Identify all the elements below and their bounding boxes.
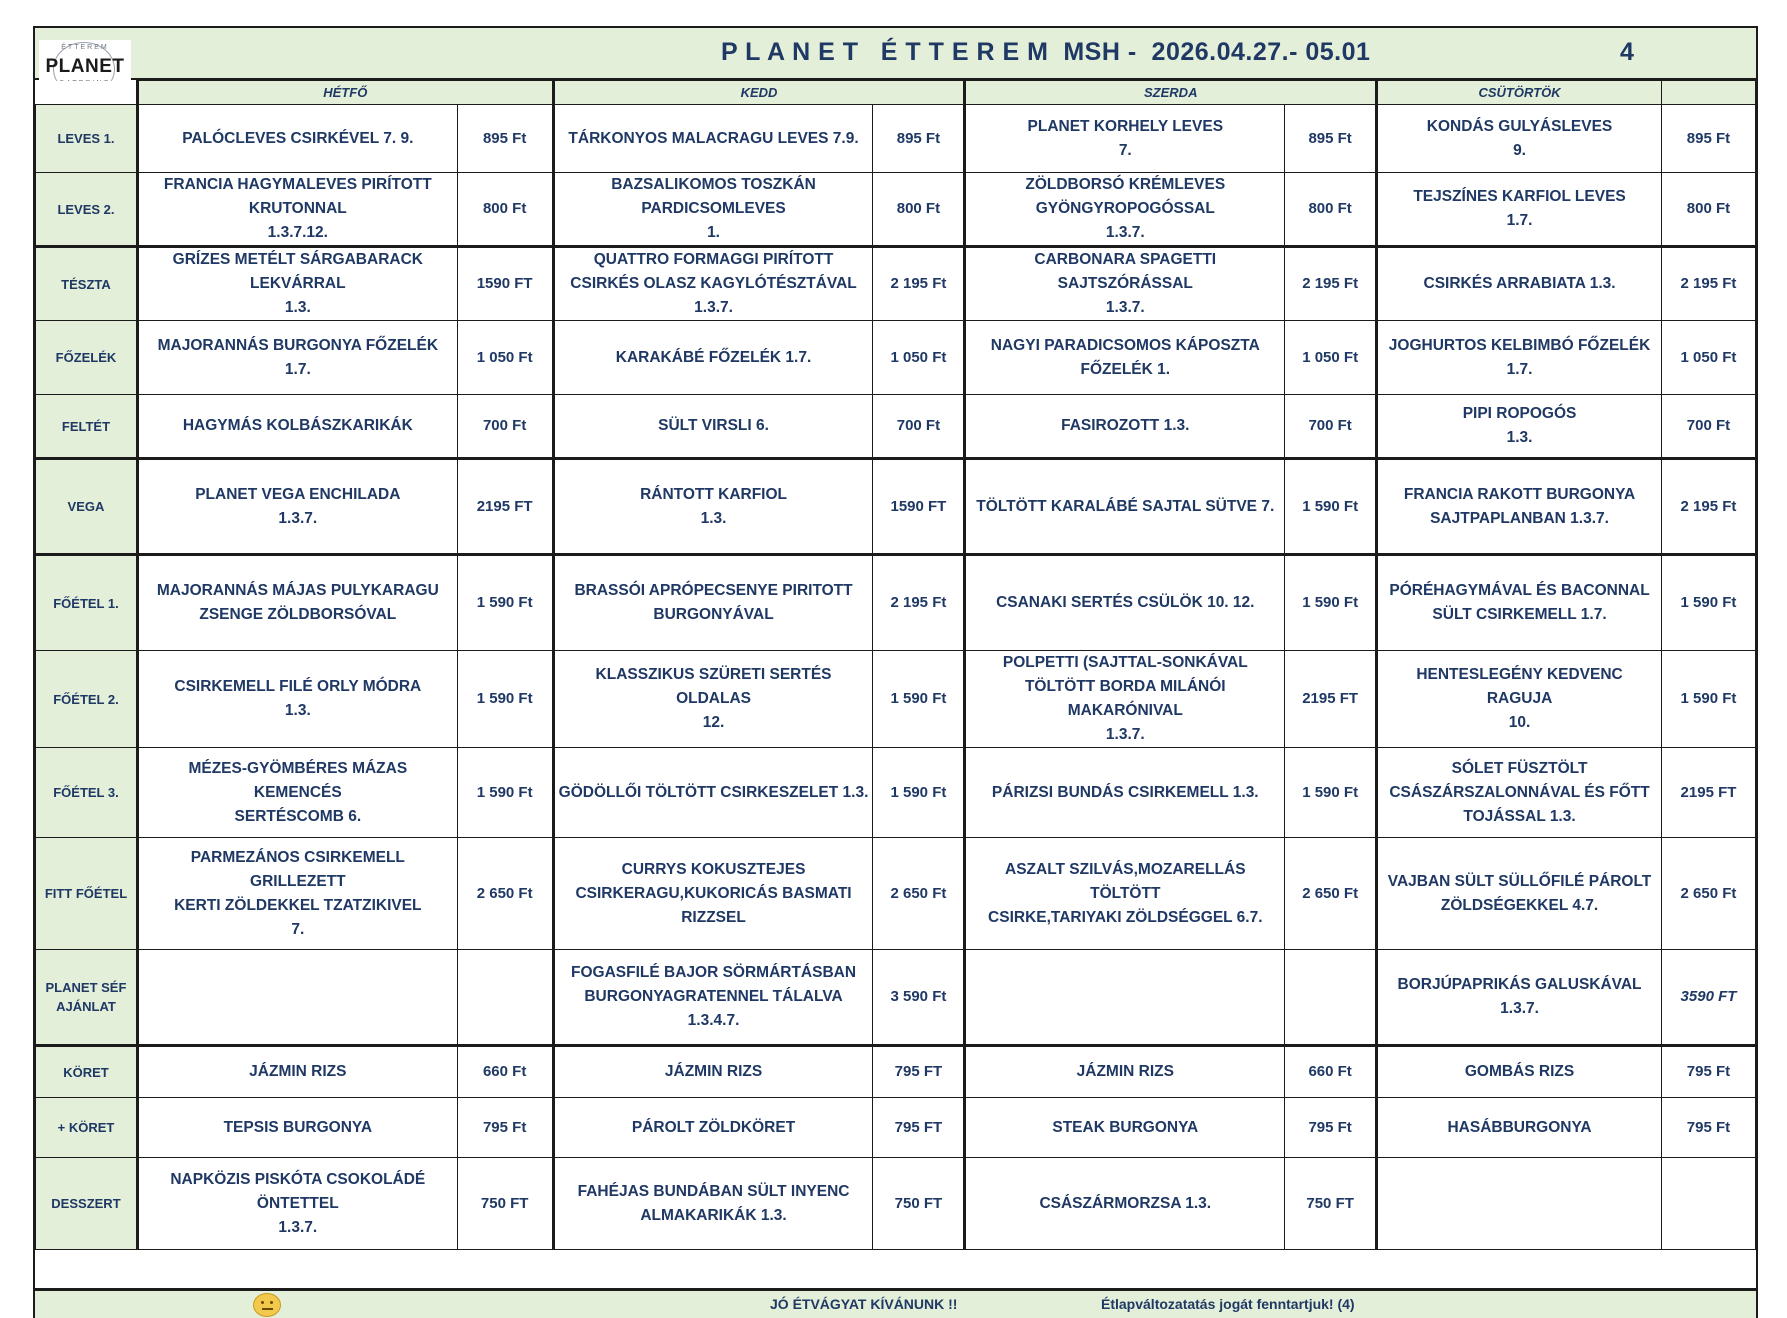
dish-monday bbox=[137, 247, 457, 321]
dish-name-line: 7. bbox=[291, 920, 305, 938]
price-monday: 1 590 Ft bbox=[457, 748, 553, 838]
category-label bbox=[36, 1098, 138, 1158]
price-thursday bbox=[1661, 1158, 1755, 1250]
price-wednesday: 895 Ft bbox=[1285, 105, 1377, 173]
category-label bbox=[36, 395, 138, 459]
price-monday: 1590 FT bbox=[457, 247, 553, 321]
category-label-line: FITT FŐÉTEL bbox=[44, 886, 128, 901]
dish-wednesday bbox=[965, 321, 1285, 395]
price-wednesday: 1 590 Ft bbox=[1285, 555, 1377, 651]
menu-row bbox=[36, 555, 1756, 651]
dish-name-line: 12. bbox=[702, 714, 725, 731]
dish-name-line: PARMEZÁNOS CSIRKEMELL GRILLEZETT bbox=[190, 848, 405, 890]
category-label-line: FELTÉT bbox=[61, 418, 111, 434]
price-monday bbox=[457, 950, 553, 1046]
menu-row bbox=[36, 1098, 1756, 1158]
smiley-icon bbox=[253, 1293, 281, 1317]
dish-name-line: GOMBÁS RIZS bbox=[1464, 1063, 1575, 1080]
dish-name-line: JÁZMIN RIZS bbox=[1076, 1063, 1174, 1080]
dish-name-line: 7. bbox=[1118, 141, 1132, 159]
dish-name-line: LEKVÁRRAL bbox=[250, 275, 346, 292]
dish-tuesday bbox=[553, 1046, 873, 1098]
dish-tuesday bbox=[553, 555, 873, 651]
dish-name-line: TOJÁSSAL 1.3. bbox=[1463, 807, 1576, 825]
price-thursday: 2 195 Ft bbox=[1661, 247, 1755, 321]
dish-name-line: 1.3. bbox=[284, 299, 311, 316]
price-thursday: 2 195 Ft bbox=[1661, 459, 1755, 555]
category-label-line: AJÁNLAT bbox=[56, 999, 116, 1014]
dish-name-line: TÖLTÖTT BORDA MILÁNÓI bbox=[1024, 678, 1226, 695]
dish-name-line: SERTÉSCOMB 6. bbox=[234, 807, 362, 825]
day-header-price bbox=[1661, 81, 1755, 105]
dish-wednesday bbox=[965, 950, 1285, 1046]
dish-name-line: SÜLT VIRSLI 6. bbox=[658, 417, 769, 434]
dish-tuesday bbox=[553, 1098, 873, 1158]
dish-tuesday bbox=[553, 1158, 873, 1250]
category-label-line: PLANET SÉF bbox=[45, 980, 127, 995]
dish-thursday bbox=[1377, 950, 1662, 1046]
dish-name-line: PARDICSOMLEVES bbox=[641, 200, 786, 217]
dish-thursday bbox=[1377, 555, 1662, 651]
dish-name-line: KRUTONNAL bbox=[248, 200, 347, 217]
dish-name-line: CSÁSZÁRMORZSA 1.3. bbox=[1039, 1194, 1212, 1212]
dish-name-line: JÁZMIN RIZS bbox=[664, 1063, 763, 1080]
price-wednesday: 795 Ft bbox=[1285, 1098, 1377, 1158]
dish-name-line: GYÖNGYROPOGÓSSAL bbox=[1035, 200, 1215, 217]
category-label bbox=[36, 105, 138, 173]
price-wednesday: 1 050 Ft bbox=[1285, 321, 1377, 395]
dish-tuesday bbox=[553, 321, 873, 395]
dish-name-line: TEPSIS BURGONYA bbox=[223, 1118, 373, 1136]
dish-name-line: QUATTRO FORMAGGI PIRÍTOTT bbox=[593, 251, 834, 268]
dish-thursday bbox=[1377, 247, 1662, 321]
dish-name-line: CSÁSZÁRSZALONNÁVAL ÉS FŐTT bbox=[1389, 783, 1650, 801]
dish-name-line: NAPKÖZIS PISKÓTA CSOKOLÁDÉ bbox=[170, 1170, 426, 1188]
category-label-line: TÉSZTA bbox=[61, 276, 111, 292]
dish-name-line: HASÁBBURGONYA bbox=[1447, 1118, 1592, 1136]
dish-name-line: VAJBAN SÜLT SÜLLŐFILÉ PÁROLT bbox=[1387, 872, 1652, 890]
price-thursday: 795 Ft bbox=[1661, 1098, 1755, 1158]
dish-name-line: ÖNTETTEL bbox=[256, 1194, 339, 1212]
category-label bbox=[36, 173, 138, 247]
dish-name-line: FASIROZOTT 1.3. bbox=[1061, 417, 1190, 434]
price-thursday: 1 590 Ft bbox=[1661, 555, 1755, 651]
dish-name-line: 1.3. bbox=[700, 509, 727, 527]
dish-name-line: 1.3.7. bbox=[1105, 726, 1145, 743]
dish-name-line: HAGYMÁS KOLBÁSZKARIKÁK bbox=[182, 417, 413, 434]
dish-name-line: JOGHURTOS KELBIMBÓ FŐZELÉK bbox=[1388, 336, 1651, 354]
dish-name-line: 1. bbox=[707, 224, 720, 241]
dish-name-line: FRANCIA HAGYMALEVES PIRÍTOTT bbox=[163, 176, 432, 193]
dish-name-line: CSIRKÉS ARRABIATA 1.3. bbox=[1423, 275, 1616, 292]
dish-name-line: BORJÚPAPRIKÁS GALUSKÁVAL bbox=[1397, 976, 1642, 993]
dish-name-line: PÁRIZSI BUNDÁS CSIRKEMELL 1.3. bbox=[991, 783, 1259, 801]
price-tuesday: 800 Ft bbox=[873, 173, 965, 247]
dish-name-line: 1.7. bbox=[284, 360, 311, 378]
dish-thursday bbox=[1377, 748, 1662, 838]
dish-thursday bbox=[1377, 395, 1662, 459]
category-label-line: LEVES 1. bbox=[57, 131, 115, 146]
footer-greeting: JÓ ÉTVÁGYAT KÍVÁNUNK !! bbox=[770, 1296, 958, 1312]
dish-name-line: KONDÁS GULYÁSLEVES bbox=[1426, 117, 1613, 135]
dish-name-line: SÜLT CSIRKEMELL 1.7. bbox=[1432, 606, 1607, 623]
dish-wednesday bbox=[965, 395, 1285, 459]
dish-monday bbox=[137, 1098, 457, 1158]
dish-name-line: POLPETTI (SAJTTAL-SONKÁVAL bbox=[1002, 654, 1248, 671]
price-wednesday: 800 Ft bbox=[1285, 173, 1377, 247]
dish-name-line: 1.3.4.7. bbox=[687, 1012, 740, 1029]
dish-name-line: SAJTPAPLANBAN 1.3.7. bbox=[1430, 509, 1609, 527]
dish-thursday bbox=[1377, 105, 1662, 173]
dish-name-line: BRASSÓI APRÓPECSENYE PIRITOTT bbox=[574, 582, 853, 599]
category-label bbox=[36, 1046, 138, 1098]
dish-name-line: JÁZMIN RIZS bbox=[249, 1063, 347, 1080]
dish-name-line: PÓRÉHAGYMÁVAL ÉS BACONNAL bbox=[1389, 582, 1650, 599]
dish-wednesday bbox=[965, 1098, 1285, 1158]
logo-top-text: ÉTTEREM bbox=[61, 44, 109, 51]
price-monday: 1 590 Ft bbox=[457, 651, 553, 748]
category-label bbox=[36, 651, 138, 748]
dish-name-line: GRÍZES METÉLT SÁRGABARACK bbox=[172, 251, 423, 268]
menu-row bbox=[36, 173, 1756, 247]
price-tuesday: 2 195 Ft bbox=[873, 555, 965, 651]
dish-name-line: NAGYI PARADICSOMOS KÁPOSZTA bbox=[990, 336, 1260, 354]
price-tuesday: 700 Ft bbox=[873, 395, 965, 459]
dish-name-line: FŐZELÉK 1. bbox=[1080, 360, 1171, 378]
price-monday: 795 Ft bbox=[457, 1098, 553, 1158]
dish-name-line: KARAKÁBÉ FŐZELÉK 1.7. bbox=[615, 348, 812, 366]
dish-thursday bbox=[1377, 459, 1662, 555]
dish-name-line: 1.3.7. bbox=[694, 299, 733, 316]
price-monday: 750 FT bbox=[457, 1158, 553, 1250]
dish-name-line: TEJSZÍNES KARFIOL LEVES bbox=[1413, 188, 1626, 205]
dish-wednesday bbox=[965, 555, 1285, 651]
menu-row bbox=[36, 1158, 1756, 1250]
price-tuesday: 2 650 Ft bbox=[873, 838, 965, 950]
dish-name-line: FOGASFILÉ BAJOR SÖRMÁRTÁSBAN bbox=[571, 964, 857, 981]
dish-name-line: PÁROLT ZÖLDKÖRET bbox=[631, 1118, 796, 1136]
page-number: 4 bbox=[1620, 38, 1634, 66]
price-monday: 895 Ft bbox=[457, 105, 553, 173]
dish-name-line: TÖLTÖTT KARALÁBÉ SAJTAL SÜTVE 7. bbox=[976, 497, 1275, 515]
dish-name-line: HENTESLEGÉNY KEDVENC RAGUJA bbox=[1416, 666, 1623, 707]
category-label-line: FŐZELÉK bbox=[55, 350, 117, 365]
dish-wednesday bbox=[965, 105, 1285, 173]
dish-name-line: CSIRKÉS OLASZ KAGYLÓTÉSZTÁVAL bbox=[570, 275, 857, 292]
dish-name-line: BAZSALIKOMOS TOSZKÁN bbox=[611, 176, 816, 193]
menu-sheet bbox=[33, 26, 1758, 1318]
menu-header bbox=[35, 28, 1756, 80]
category-label-line: + KÖRET bbox=[57, 1120, 115, 1135]
dish-name-line: CSIRKE,TARIYAKI ZÖLDSÉGGEL 6.7. bbox=[988, 908, 1263, 926]
dish-tuesday bbox=[553, 247, 873, 321]
dish-name-line: 1.3.7. bbox=[1105, 299, 1145, 316]
day-header-row bbox=[36, 81, 1756, 105]
price-monday: 660 Ft bbox=[457, 1046, 553, 1098]
day-header-tuesday: KEDD bbox=[553, 81, 965, 105]
price-tuesday: 3 590 Ft bbox=[873, 950, 965, 1046]
price-wednesday: 2 195 Ft bbox=[1285, 247, 1377, 321]
menu-row bbox=[36, 950, 1756, 1046]
dish-tuesday bbox=[553, 950, 873, 1046]
dish-wednesday bbox=[965, 1158, 1285, 1250]
dish-name-line: ZÖLDBORSÓ KRÉMLEVES bbox=[1025, 176, 1226, 193]
dish-name-line: 1.7. bbox=[1506, 212, 1533, 229]
price-thursday: 1 590 Ft bbox=[1661, 651, 1755, 748]
day-header-thursday: CSÜTÖRTÖK bbox=[1377, 81, 1662, 105]
price-thursday: 895 Ft bbox=[1661, 105, 1755, 173]
dish-name-line: PIPI ROPOGÓS bbox=[1462, 405, 1577, 422]
dish-tuesday bbox=[553, 395, 873, 459]
price-thursday: 2 650 Ft bbox=[1661, 838, 1755, 950]
dish-wednesday bbox=[965, 748, 1285, 838]
dish-wednesday bbox=[965, 459, 1285, 555]
dish-name-line: PLANET KORHELY LEVES bbox=[1027, 117, 1224, 135]
corner-cell bbox=[36, 81, 138, 105]
dish-thursday bbox=[1377, 1098, 1662, 1158]
logo-name: PLANET bbox=[45, 56, 125, 77]
menu-title: P L A N E T É T T E R E M MSH - 2026.04.27.- 05.01 bbox=[721, 38, 1371, 66]
footer-note: Étlapváltozatatás jogát fenntartjuk! (4) bbox=[1101, 1296, 1355, 1312]
dish-name-line: CURRYS KOKUSZTEJES bbox=[621, 860, 806, 878]
dish-monday bbox=[137, 555, 457, 651]
menu-row bbox=[36, 1046, 1756, 1098]
dish-tuesday bbox=[553, 459, 873, 555]
price-wednesday: 2195 FT bbox=[1285, 651, 1377, 748]
dish-name-line: 1.3.7.12. bbox=[267, 224, 328, 241]
category-label bbox=[36, 247, 138, 321]
category-label-line: FŐÉTEL 2. bbox=[53, 691, 119, 707]
price-tuesday: 1 590 Ft bbox=[873, 748, 965, 838]
dish-name-line: 1.3.7. bbox=[1105, 224, 1145, 241]
category-label bbox=[36, 838, 138, 950]
price-monday: 800 Ft bbox=[457, 173, 553, 247]
dish-monday bbox=[137, 1046, 457, 1098]
menu-row bbox=[36, 459, 1756, 555]
price-thursday: 2195 FT bbox=[1661, 748, 1755, 838]
price-thursday: 800 Ft bbox=[1661, 173, 1755, 247]
price-tuesday: 750 FT bbox=[873, 1158, 965, 1250]
price-tuesday: 1 050 Ft bbox=[873, 321, 965, 395]
dish-name-line: SÓLET FÜSZTÖLT bbox=[1451, 759, 1588, 777]
category-label bbox=[36, 555, 138, 651]
price-thursday: 795 Ft bbox=[1661, 1046, 1755, 1098]
dish-monday bbox=[137, 1158, 457, 1250]
dish-name-line: TÁRKONYOS MALACRAGU LEVES 7.9. bbox=[568, 129, 859, 147]
dish-thursday bbox=[1377, 838, 1662, 950]
dish-name-line: BURGONYAGRATENNEL TÁLALVA bbox=[584, 988, 843, 1005]
price-thursday: 1 050 Ft bbox=[1661, 321, 1755, 395]
dish-wednesday bbox=[965, 247, 1285, 321]
menu-row bbox=[36, 247, 1756, 321]
dish-name-line: 1.3.7. bbox=[278, 1218, 318, 1236]
price-monday: 700 Ft bbox=[457, 395, 553, 459]
price-monday: 2 650 Ft bbox=[457, 838, 553, 950]
price-monday: 2195 FT bbox=[457, 459, 553, 555]
category-label bbox=[36, 748, 138, 838]
dish-name-line: CSIRKERAGU,KUKORICÁS BASMATI bbox=[575, 884, 852, 902]
category-label-line: DESSZERT bbox=[51, 1196, 121, 1211]
dish-thursday bbox=[1377, 173, 1662, 247]
dish-tuesday bbox=[553, 173, 873, 247]
dish-monday bbox=[137, 651, 457, 748]
dish-name-line: RÁNTOTT KARFIOL bbox=[640, 485, 788, 503]
dish-name-line: CSANAKI SERTÉS CSÜLÖK 10. 12. bbox=[996, 594, 1255, 611]
category-label-line: FŐÉTEL 3. bbox=[53, 785, 119, 800]
dish-name-line: FAHÉJAS BUNDÁBAN SÜLT INYENC bbox=[577, 1182, 850, 1200]
price-thursday: 3590 FT bbox=[1661, 950, 1755, 1046]
dish-tuesday bbox=[553, 838, 873, 950]
day-header-monday: HÉTFŐ bbox=[137, 81, 553, 105]
price-wednesday: 1 590 Ft bbox=[1285, 748, 1377, 838]
dish-monday bbox=[137, 748, 457, 838]
price-wednesday: 1 590 Ft bbox=[1285, 459, 1377, 555]
menu-row bbox=[36, 105, 1756, 173]
menu-row bbox=[36, 651, 1756, 748]
dish-monday bbox=[137, 321, 457, 395]
dish-name-line: 1.3. bbox=[284, 702, 311, 719]
dish-name-line: 1.7. bbox=[1506, 360, 1533, 378]
price-tuesday: 795 FT bbox=[873, 1046, 965, 1098]
dish-monday bbox=[137, 395, 457, 459]
dish-name-line: KLASSZIKUS SZÜRETI SERTÉS OLDALAS bbox=[595, 666, 832, 707]
dish-name-line: KERTI ZÖLDEKKEL TZATZIKIVEL bbox=[174, 896, 422, 914]
price-tuesday: 795 FT bbox=[873, 1098, 965, 1158]
dish-monday bbox=[137, 950, 457, 1046]
dish-name-line: ASZALT SZILVÁS,MOZARELLÁS TÖLTÖTT bbox=[1005, 860, 1246, 902]
dish-name-line: 10. bbox=[1508, 714, 1531, 731]
dish-name-line: MAJORANNÁS MÁJAS PULYKARAGU bbox=[156, 582, 439, 599]
category-label bbox=[36, 459, 138, 555]
category-label-line: LEVES 2. bbox=[57, 201, 115, 217]
dish-name-line: RIZZSEL bbox=[681, 908, 746, 926]
dish-name-line: ZSENGE ZÖLDBORSÓVAL bbox=[199, 606, 397, 623]
dish-name-line: MAKARÓNIVAL bbox=[1067, 702, 1183, 719]
dish-name-line: GÖDÖLLŐI TÖLTÖTT CSIRKESZELET 1.3. bbox=[558, 783, 869, 801]
price-wednesday: 700 Ft bbox=[1285, 395, 1377, 459]
dish-tuesday bbox=[553, 105, 873, 173]
menu-body bbox=[36, 105, 1756, 1250]
dish-wednesday bbox=[965, 1046, 1285, 1098]
price-monday: 1 590 Ft bbox=[457, 555, 553, 651]
price-wednesday bbox=[1285, 950, 1377, 1046]
menu-row bbox=[36, 395, 1756, 459]
price-wednesday: 660 Ft bbox=[1285, 1046, 1377, 1098]
dish-monday bbox=[137, 105, 457, 173]
dish-wednesday bbox=[965, 651, 1285, 748]
dish-monday bbox=[137, 459, 457, 555]
dish-monday bbox=[137, 838, 457, 950]
category-label-line: FŐÉTEL 1. bbox=[53, 595, 119, 611]
dish-name-line: PLANET VEGA ENCHILADA bbox=[195, 485, 401, 503]
category-label-line: VEGA bbox=[67, 499, 105, 514]
menu-row bbox=[36, 748, 1756, 838]
dish-tuesday bbox=[553, 748, 873, 838]
dish-wednesday bbox=[965, 173, 1285, 247]
dish-name-line: 1.3.7. bbox=[1500, 1000, 1539, 1017]
weekly-menu-table bbox=[35, 80, 1756, 1250]
dish-name-line: 9. bbox=[1513, 141, 1526, 159]
dish-name-line: 1.3.7. bbox=[278, 509, 318, 527]
category-label bbox=[36, 1158, 138, 1250]
dish-name-line: BURGONYÁVAL bbox=[653, 606, 774, 623]
dish-name-line: ALMAKARIKÁK 1.3. bbox=[640, 1206, 787, 1224]
dish-name-line: MÉZES-GYÖMBÉRES MÁZAS KEMENCÉS bbox=[188, 759, 408, 801]
menu-row bbox=[36, 838, 1756, 950]
price-thursday: 700 Ft bbox=[1661, 395, 1755, 459]
dish-thursday bbox=[1377, 651, 1662, 748]
dish-monday bbox=[137, 173, 457, 247]
dish-name-line: CARBONARA SPAGETTI SAJTSZÓRÁSSAL bbox=[1034, 251, 1217, 292]
dish-thursday bbox=[1377, 321, 1662, 395]
price-tuesday: 2 195 Ft bbox=[873, 247, 965, 321]
category-label-line: KÖRET bbox=[63, 1064, 109, 1080]
dish-thursday bbox=[1377, 1158, 1662, 1250]
dish-name-line: MAJORANNÁS BURGONYA FŐZELÉK bbox=[157, 336, 439, 354]
category-label bbox=[36, 321, 138, 395]
dish-wednesday bbox=[965, 838, 1285, 950]
dish-name-line: FRANCIA RAKOTT BURGONYA bbox=[1403, 485, 1636, 503]
price-wednesday: 2 650 Ft bbox=[1285, 838, 1377, 950]
price-tuesday: 1 590 Ft bbox=[873, 651, 965, 748]
dish-thursday bbox=[1377, 1046, 1662, 1098]
dish-name-line: CSIRKEMELL FILÉ ORLY MÓDRA bbox=[174, 678, 422, 695]
dish-name-line: PALÓCLEVES CSIRKÉVEL 7. 9. bbox=[182, 129, 414, 147]
price-tuesday: 895 Ft bbox=[873, 105, 965, 173]
category-label bbox=[36, 950, 138, 1046]
dish-name-line: ZÖLDSÉGEKKEL 4.7. bbox=[1440, 896, 1599, 914]
day-header-wednesday: SZERDA bbox=[965, 81, 1377, 105]
price-tuesday: 1590 FT bbox=[873, 459, 965, 555]
price-wednesday: 750 FT bbox=[1285, 1158, 1377, 1250]
dish-name-line: STEAK BURGONYA bbox=[1052, 1118, 1199, 1136]
dish-tuesday bbox=[553, 651, 873, 748]
menu-row bbox=[36, 321, 1756, 395]
price-monday: 1 050 Ft bbox=[457, 321, 553, 395]
dish-name-line: 1.3. bbox=[1506, 429, 1533, 446]
